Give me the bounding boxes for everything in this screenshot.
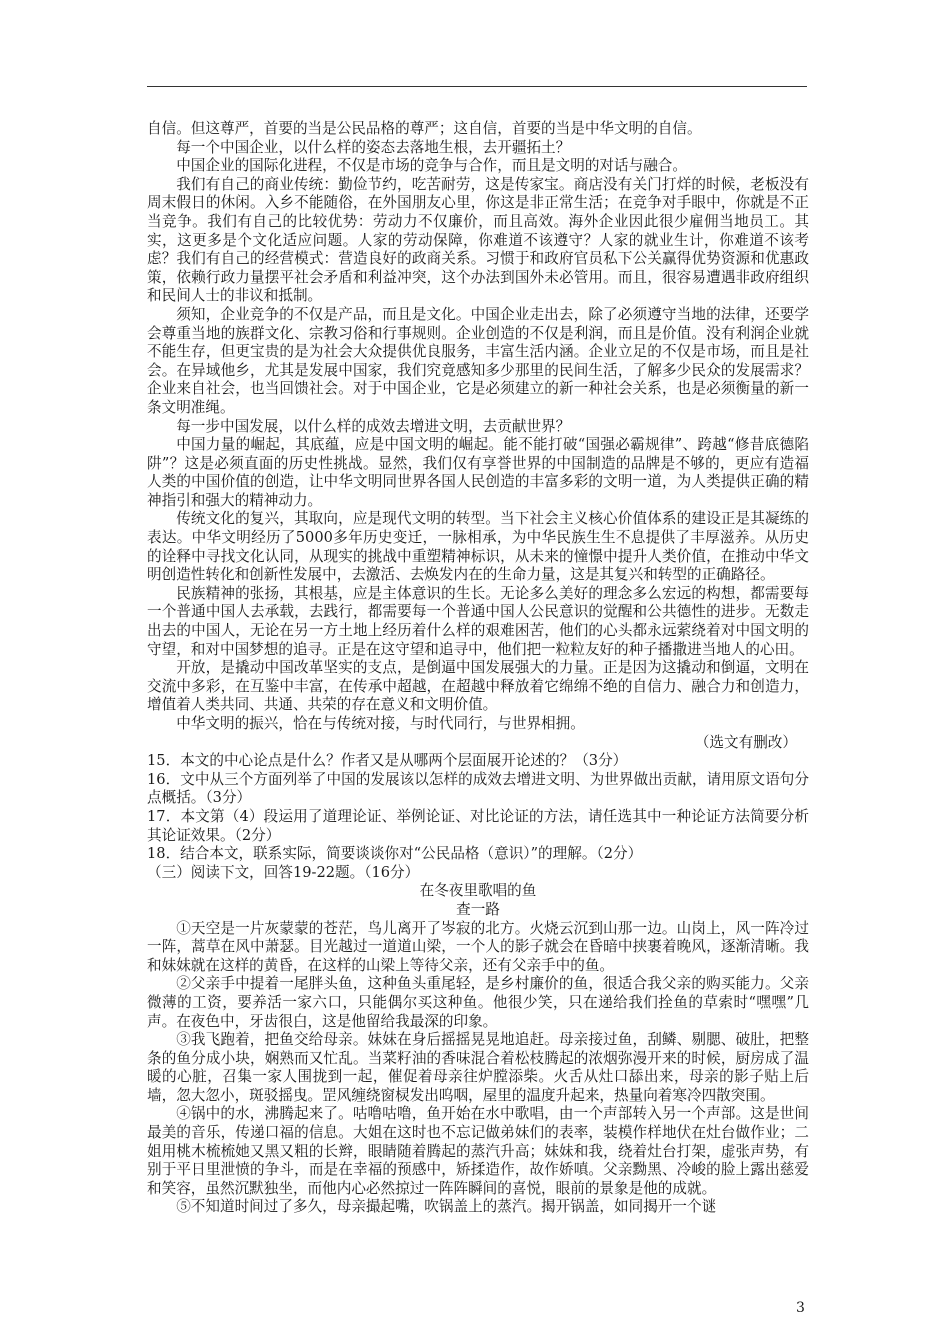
source-note: （选文有删改） — [694, 733, 797, 751]
essay-paragraph: 每一个中国企业，以什么样的姿态去落地生根，去开疆拓土？ — [176, 138, 571, 156]
essay-paragraph: 中华文明的振兴，恰在与传统对接，与时代同行，与世界相拥。 — [176, 715, 585, 732]
essay-paragraph: 开放，是撬动中国改革坚实的支点，是倒逼中国发展强大的力量。正是因为这撬动和倒逼，文明在交流中多彩，在互鉴中丰富，在传承中超越，在超越中释放着它绵绵不绝的自信力、融合力和创造力，增值着人类共同、共通、共荣的存在意义和文明价值。 — [147, 659, 809, 714]
essay-paragraph: 中国力量的崛起，其底蕴，应是中国文明的崛起。能不能打破“国强必霸规律”、跨越“修昔底德陷阱”？这是必须直面的历史性挑战。显然，我们仅有享誉世界的中国制造的品牌是不够的，更应有造福人类的中国价值的创造，让中华文明同世界各国人民创造的丰富多彩的文明一道，为人类提供正确的精神指引和强大的精神动力。 — [147, 436, 809, 509]
page-content — [147, 120, 809, 1217]
story-paragraph-1: ①天空是一片灰蒙蒙的苍茫，鸟儿离开了岑寂的北方。火烧云沉到山那一边。山岗上，风一阵冷过一阵，蒿草在风中萧瑟。目光越过一道道山梁，一个人的影子就会在昏暗中挟裹着晚风，逐渐清晰。我和妹妹就在这样的黄昏，在这样的山梁上等待父亲，还有父亲手中的鱼。 — [147, 919, 809, 974]
header-rule — [147, 86, 807, 87]
question-16: 16．文中从三个方面列举了中国的发展该以怎样的成效去增进文明、为世界做出贡献，请用原文语句分点概括。（3分） — [147, 770, 809, 807]
story-paragraph-3: ③我飞跑着，把鱼交给母亲。妹妹在身后摇摇晃晃地追赶。母亲接过鱼，刮鳞、剔腮、破肚，把整条的鱼分成小块，娴熟而又忙乱。当菜籽油的香味混合着松枝腾起的浓烟弥漫开来的时候，厨房成了温暖的心脏，召集一家人围拢到一起，催促着母亲往炉膛添柴。火舌从灶口舔出来，母亲的影子贴上后墙，忽大忽小，斑驳摇曳。罡风缠绕窗棂发出呜咽，屋里的温度升起来，热量向着寒冷四散突围。 — [147, 1031, 809, 1104]
question-15: 15．本文的中心论点是什么？作者又是从哪两个层面展开论述的？（3分） — [147, 752, 628, 770]
essay-paragraph: 我们有自己的商业传统：勤俭节约，吃苦耐劳，这是传家宝。商店没有关门打烊的时候，老板没有周末假日的休闲。入乡不能随俗，在外国朋友心里，你这是非正常生活；在竞争对手眼中，你就是不正当竞争。我们有自己的比较优势：劳动力不仅廉价，而且高效。海外企业因此很少雇佣当地员工。其实，这更多是个文化适应问题。人家的劳动保障，你难道不该遵守？人家的就业生计，你难道不该考虑？我们有自己的经营模式：营造良好的政商关系。习惯于和政府官员私下公关赢得优势资源和优惠政策，依赖行政力量摆平社会矛盾和利益冲突，这个办法到国外未必管用。而且，很容易遭遇非政府组织和民间人士的非议和抵制。 — [147, 175, 809, 305]
essay-paragraph: 民族精神的张扬，其根基，应是主体意识的生长。无论多么美好的理念多么宏远的构想，都需要每一个普通中国人去承载，去践行，都需要每一个普通中国人公民意识的觉醒和公共德性的进步。无数走出去的中国人，无论在另一方土地上经历着什么样的艰难困苦，他们的心头都永远萦绕着对中国文明的守望，和对中国梦想的追寻。正是在这守望和追寻中，他们把一粒粒友好的种子播撒进当地人的心田。 — [147, 584, 809, 658]
section-heading: （三）阅读下文，回答19-22题。（16分） — [147, 863, 420, 881]
story-author: 查一路 — [456, 900, 500, 918]
essay-paragraph-continued: 自信。但这尊严，首要的当是公民品格的尊严；这自信，首要的当是中华文明的自信。 — [147, 120, 702, 137]
story-paragraph-4: ④锅中的水，沸腾起来了。咕噜咕噜，鱼开始在水中歌唱，由一个声部转入另一个声部。这是世间最美的音乐，传递口福的信息。大姐在这时也不忘记做弟妹们的表率，装模作样地伏在灶台做作业；二姐用桃木梳梳她又黑又粗的长辫，眼睛随着腾起的蒸汽升高；妹妹和我，绕着灶台打架，虚张声势，有别于平日里泄愤的争斗，而是在幸福的预感中，矫揉造作，故作娇嗔。父亲黝黑、冷峻的脸上露出慈爱和笑容，虽然沉默独坐，而他内心必然掠过一阵阵瞬间的喜悦，眼前的景象是他的成就。 — [147, 1105, 809, 1197]
question-17: 17．本文第（4）段运用了道理论证、举例论证、对比论证的方法，请任选其中一种论证方法简要分析其论证效果。（2分） — [147, 807, 809, 844]
page-number: 3 — [796, 1300, 805, 1316]
question-18: 18．结合本文，联系实际，简要谈谈你对“公民品格（意识）”的理解。（2分） — [147, 845, 643, 863]
story-paragraph-5: ⑤不知道时间过了多久，母亲撮起嘴，吹锅盖上的蒸汽。揭开锅盖，如同揭开一个谜 — [176, 1198, 717, 1216]
essay-paragraph: 中国企业的国际化进程，不仅是市场的竞争与合作，而且是文明的对话与融合。 — [176, 157, 687, 175]
story-paragraph-2: ②父亲手中提着一尾胖头鱼，这种鱼头重尾轻，是乡村廉价的鱼，很适合我父亲的购买能力。父亲微薄的工资，要养活一家六口，只能偶尔买这种鱼。他很少笑，只在递给我们拴鱼的草索时“嘿嘿”几声。在夜色中，牙齿很白，这是他留给我最深的印象。 — [147, 975, 809, 1030]
essay-paragraph: 传统文化的复兴，其取向，应是现代文明的转型。当下社会主义核心价值体系的建设正是其凝练的表达。中华文明经历了5000多年历史变迁，一脉相承，为中华民族生生不息提供了丰厚滋养。从历史的诠释中寻找文化认同，从现实的挑战中重塑精神标识，从未来的憧憬中提升人类价值，在推动中华文明创造性转化和创新性发展中，去激活、去焕发内在的生命力量，这是其复兴和转型的正确路径。 — [147, 510, 809, 584]
essay-paragraph: 须知，企业竞争的不仅是产品，而且是文化。中国企业走出去，除了必须遵守当地的法律，还要学会尊重当地的族群文化、宗教习俗和行事规则。企业创造的不仅是利润，而且是价值。没有利润企业就不能生存，但更宝贵的是为社会大众提供优良服务，丰富生活内涵。企业立足的不仅是市场，而且是社会。在异域他乡，尤其是发展中国家，我们究竟感知多少那里的民间生活，了解多少民众的发展需求？企业来自社会，也当回馈社会。对于中国企业，它是必须建立的新一种社会关系，也是必须衡量的新一条文明准绳。 — [147, 305, 809, 416]
essay-paragraph: 每一步中国发展，以什么样的成效去增进文明，去贡献世界？ — [176, 417, 571, 435]
story-title: 在冬夜里歌唱的鱼 — [419, 882, 537, 900]
